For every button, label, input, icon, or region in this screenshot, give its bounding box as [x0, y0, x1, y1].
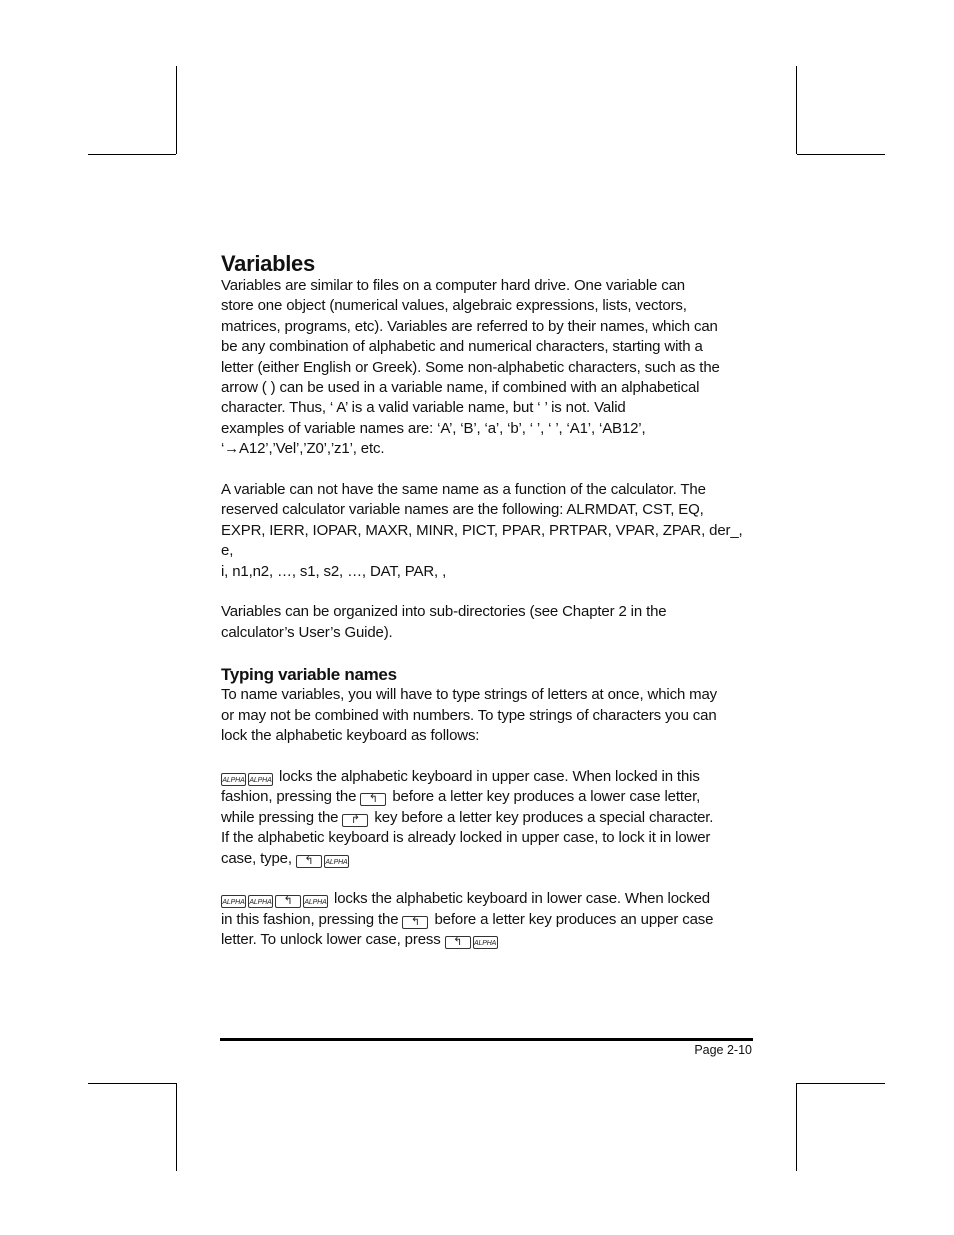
alpha-key-icon: ALPHA — [221, 895, 246, 908]
left-shift-key-icon: ↰ — [402, 916, 428, 929]
alpha-key-icon: ALPHA — [248, 773, 273, 786]
left-shift-key-icon: ↰ — [296, 855, 322, 868]
left-shift-key-icon: ↰ — [360, 793, 386, 806]
crop-mark-tl-horizontal — [88, 154, 176, 155]
crop-mark-tl-vertical — [176, 66, 177, 154]
crop-mark-tr-horizontal — [797, 154, 885, 155]
paragraph-lower-lock: ALPHA ALPHA ↰ ALPHA locks the alphabetic keyboard in lower case. When locked in this fashion, pressing the ↰ before a letter key produces an upper case letter. To unlock lower case, press ↰ ALPHA — [221, 890, 714, 949]
crop-mark-br-vertical — [796, 1083, 797, 1171]
left-shift-key-icon: ↰ — [445, 936, 471, 949]
crop-mark-bl-horizontal — [88, 1083, 176, 1084]
footer-rule — [220, 1038, 753, 1041]
crop-mark-br-horizontal — [797, 1083, 885, 1084]
alpha-key-icon: ALPHA — [221, 773, 246, 786]
left-shift-key-icon: ↰ — [275, 895, 301, 908]
paragraph-upper-lock: ALPHA ALPHA locks the alphabetic keyboard in upper case. When locked in this fashion, pressing the ↰ before a letter key produces a lower case letter, while pressing the ↱ key before a letter key produces a special character. If the alphabetic keyboard is already locked in upper case, to lock it in lower case, type, ↰ ALPHA — [221, 767, 714, 867]
page-number: Page 2-10 — [694, 1043, 752, 1057]
alpha-key-icon: ALPHA — [473, 936, 498, 949]
subsection-heading: Typing variable names — [221, 665, 397, 685]
alpha-key-icon: ALPHA — [324, 855, 349, 868]
paragraph-subdirectories: Variables can be organized into sub-directories (see Chapter 2 in the calculator’s User’s Guide). — [221, 603, 667, 641]
alpha-key-icon: ALPHA — [248, 895, 273, 908]
paragraph-intro: Variables are similar to files on a computer hard drive. One variable can store one object (numerical values, algebraic expressions, lists, vectors, matrices, programs, etc). Variables are referred to by their names, which can be any combination of alphabetic and numerical characters, starting with a letter (either English or Greek). Some non-alphabetic characters, such as the arrow ( ) can be used in a variable name, if combined with an alphabetical character. Thus, ‘ A’ is a valid variable name, but ‘ ’ is not. Valid examples of variable names are: ‘A’, ‘B’, ‘a’, ‘b’, ‘ ’, ‘ ’, ‘A1’, ‘AB12’, ‘→A12’,’Vel’,’Z0’,’z1’, etc. — [221, 277, 720, 458]
paragraph-reserved-names: A variable can not have the same name as a function of the calculator. The reserved calculator variable names are the following: ALRMDAT, CST, EQ, EXPR, IERR, IOPAR, MAXR, MINR, PICT, PPAR, PRTPAR, VPAR, ZPAR, der_, e, i, n1,n2, …, s1, s2, …, DAT, PAR, , — [221, 481, 743, 580]
right-shift-key-icon: ↱ — [342, 814, 368, 827]
section-heading: Variables — [221, 251, 315, 276]
crop-mark-tr-vertical — [796, 66, 797, 154]
page-content — [221, 252, 756, 951]
alpha-key-icon: ALPHA — [303, 895, 328, 908]
crop-mark-bl-vertical — [176, 1083, 177, 1171]
paragraph-typing-intro: To name variables, you will have to type strings of letters at once, which may or may not be combined with numbers. To type strings of characters you can lock the alphabetic keyboard as follows: — [221, 686, 718, 745]
